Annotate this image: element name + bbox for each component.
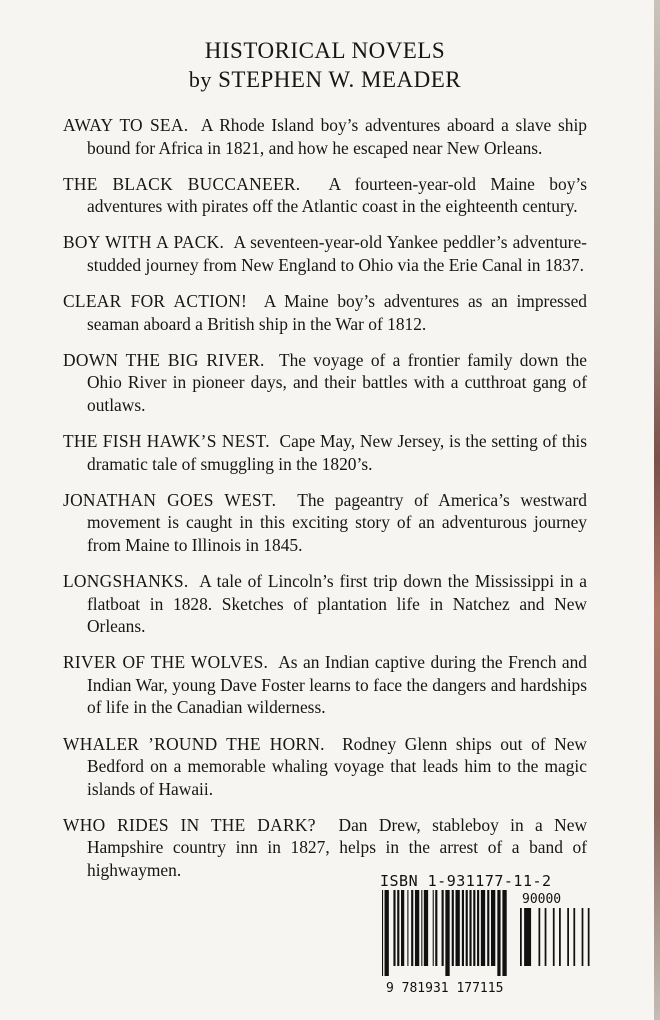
page-title: HISTORICAL NOVELS [204, 38, 446, 63]
book-description: A fourteen-year-old Maine boy’s adventures with pirates off the Atlantic coast in the eighteenth century. [87, 173, 587, 217]
barcode-bar [445, 890, 449, 976]
barcode-bar [481, 890, 485, 966]
book-list [63, 114, 587, 895]
ean-number: 9 781931 177115 [386, 981, 504, 996]
author-name: STEPHEN W. MEADER [218, 67, 462, 92]
barcode-bar [435, 890, 437, 966]
book-entry [63, 430, 587, 475]
barcode-bar [487, 890, 489, 966]
barcode-bar [559, 908, 561, 966]
barcode-bar [477, 890, 479, 966]
barcode-bar [588, 908, 590, 966]
barcode-bar [421, 890, 422, 966]
book-entry [63, 231, 587, 276]
book-title: DOWN THE BIG RIVER. [63, 349, 265, 370]
barcode-bar [433, 890, 434, 966]
book-title: BOY WITH A PACK. [63, 232, 225, 253]
barcode-bar [538, 908, 540, 966]
author-line [0, 65, 650, 94]
book-entry [63, 173, 587, 218]
book-title: WHO RIDES IN THE DARK? [63, 814, 316, 835]
barcode-bar [462, 890, 464, 966]
barcode-bar [491, 890, 495, 966]
book-title: JONATHAN GOES WEST. [63, 489, 277, 510]
barcode-bar [401, 890, 404, 966]
barcode-bar [411, 890, 413, 966]
book-entry [63, 651, 587, 719]
book-entry [63, 489, 587, 557]
barcode-bar [502, 890, 506, 976]
book-title: THE FISH HAWK’S NEST. [63, 431, 270, 452]
barcode-bar [452, 890, 454, 966]
book-description: Rodney Glenn ships out of New Bedford on a memorable whaling voyage that leads him to the magic islands of Hawaii. [87, 733, 587, 799]
book-title: WHALER ’ROUND THE HORN. [63, 733, 325, 754]
barcode-bar [407, 890, 408, 966]
barcode-bar [553, 908, 555, 966]
barcode-bar [456, 890, 460, 966]
barcode-bar [424, 890, 428, 966]
book-entry [63, 349, 587, 417]
barcode-bar [520, 908, 522, 966]
addon-number: 90000 [522, 892, 562, 907]
book-entry [63, 114, 587, 159]
barcode-image [380, 890, 630, 978]
barcode-bar [385, 890, 389, 976]
barcode-bar [545, 908, 547, 966]
book-description: Cape May, New Jersey, is the setting of this dramatic tale of smuggling in the 1820’s. [87, 431, 587, 474]
barcode-bar [524, 908, 531, 966]
book-title: AWAY TO SEA. [63, 115, 189, 135]
barcode-bar [567, 908, 569, 966]
isbn-label: ISBN 1-931177-11-2 [380, 872, 552, 890]
barcode-bar [573, 908, 575, 966]
book-description: The pageantry of America’s westward movement is caught in this exciting story of an adventurous journey from Maine to Illinois in 1845. [87, 489, 587, 555]
barcode-bar [497, 890, 500, 976]
barcode-bar [415, 890, 419, 966]
barcode-bar [442, 890, 444, 966]
book-entry [63, 570, 587, 638]
barcode-bar [469, 890, 471, 966]
book-entry [63, 290, 587, 335]
book-description: Dan Drew, stableboy in a New Hampshire country inn in 1827, helps in the arrest of a band of highwaymen. [87, 814, 587, 881]
book-description: The voyage of a frontier family down the Ohio River in pioneer days, and their battles with a cutthroat gang of outlaws. [87, 349, 587, 415]
book-description: A Maine boy’s adventures as an impressed seaman aboard a British ship in the War of 1812. [87, 291, 587, 334]
book-title: RIVER OF THE WOLVES. [63, 652, 269, 673]
addon-barcode-bars [520, 908, 590, 966]
book-title: THE BLACK BUCCANEER. [63, 173, 301, 194]
by-label: by [188, 67, 212, 92]
barcode-bar [393, 890, 395, 966]
barcode-bar [397, 890, 399, 966]
book-description: As an Indian captive during the French and Indian War, young Dave Foster learns to face the dangers and hardships of life in the Canadian wilderness. [87, 652, 587, 718]
barcode-bar [382, 890, 383, 976]
barcode-block [380, 872, 630, 996]
book-title: LONGSHANKS. [63, 571, 189, 591]
book-title: CLEAR FOR ACTION! [63, 291, 248, 312]
header [0, 36, 650, 94]
barcode-bar [582, 908, 584, 966]
book-entry [63, 733, 587, 801]
book-description: A Rhode Island boy’s adventures aboard a slave ship bound for Africa in 1821, and how he escaped near New Orleans. [87, 115, 588, 158]
barcode-bar [466, 890, 468, 966]
book-description: A tale of Lincoln’s first trip down the Mississippi in a flatboat in 1828. Sketches of plantation life in Natchez and New Orleans. [87, 571, 587, 637]
book-description: A seventeen-year-old Yankee peddler’s adventure-studded journey from New England to Ohio via the Erie Canal in 1837. [87, 232, 587, 275]
barcode-bar [473, 890, 475, 966]
ean-barcode-bars [382, 890, 507, 976]
book-edge [654, 0, 660, 1020]
